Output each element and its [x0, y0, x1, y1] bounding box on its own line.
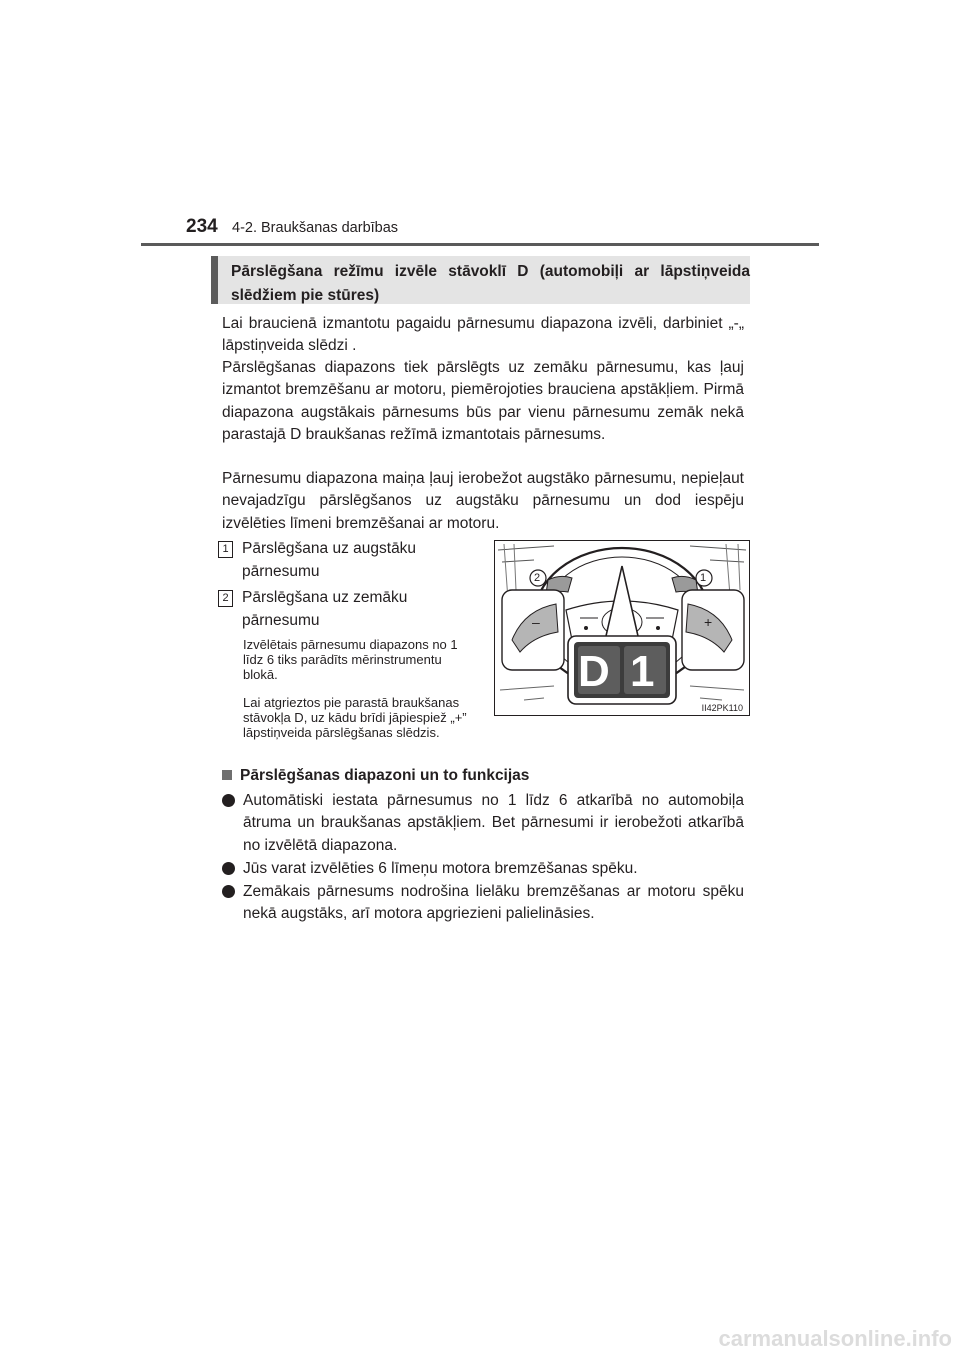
- topic-heading: Pārslēgšana režīmu izvēle stāvoklī D (automobiļi ar lāpstiņveida slēdžiem pie stūres): [211, 256, 750, 304]
- paragraph-range-shift: Pārslēgšanas diapazons tiek pārslēgts uz zemāku pārnesumu, kas ļauj izmantot bremzēšanu ar motoru, piemērojoties brauciena apstākļiem. Pirmā diapazona augstākais pārnesums būs par vienu pārnesumu zemāk nekā parastajā D braukšanas režīmā izmantotais pārnesums.: [222, 359, 744, 444]
- step-label: Pārslēgšana uz zemāku pārnesumu: [242, 589, 408, 629]
- watermark: carmanualsonline.info: [718, 1326, 952, 1351]
- list-item-text: Zemākais pārnesums nodrošina lielāku bremzēšanas ar motoru spēku nekā augstāks, arī motora apgriezieni palielināsies.: [243, 883, 744, 923]
- list-item-text: Automātiski iestata pārnesumus no 1 līdz 6 atkarībā no automobiļa ātruma un braukšanas apstākļiem. Bet pārnesumi ir ierobežoti atkarībā no izvēlētā diapazona.: [243, 792, 744, 854]
- paragraph-intro: Lai braucienā izmantotu pagaidu pārnesumu diapazona izvēli, darbiniet „-„ lāpstiņveida slēdzi .: [222, 315, 744, 355]
- note-return-to-d: Lai atgrieztos pie parastā braukšanas stāvokļa D, uz kādu brīdi jāpiespiež „+” lāpstiņveida pārslēgšanas slēdzis.: [243, 695, 467, 741]
- figure-code: II42PK110: [701, 703, 743, 713]
- step-number-badge: 2: [218, 590, 233, 607]
- note-gear-display: Izvēlētais pārnesumu diapazons no 1 līdz 6 tiks parādīts mērinstrumentu blokā.: [243, 637, 458, 683]
- header-rule: [141, 243, 819, 246]
- callout-label-1: 1: [700, 572, 707, 584]
- paragraph-range-change: Pārnesumu diapazona maiņa ļauj ierobežot augstāko pārnesumu, nepieļaut nevajadzīgu pārslēgšanos uz augstāku pārnesumu un dod iespēju izvēlēties līmeni bremzēšanai ar motoru.: [222, 470, 744, 532]
- gear-display-text: D 1: [578, 647, 659, 696]
- page-number: 234: [186, 216, 218, 237]
- subsection-title: Pārslēgšanas diapazoni un to funkcijas: [240, 767, 530, 784]
- paddle-minus-label: –: [532, 614, 540, 630]
- callout-label-2: 2: [534, 572, 541, 584]
- bullet-dot-icon: [222, 794, 235, 807]
- bullet-dot-icon: [222, 862, 235, 875]
- paddle-plus-label: +: [704, 614, 713, 630]
- subsection-heading: [222, 767, 529, 785]
- section-title: 4-2. Braukšanas darbības: [232, 220, 399, 236]
- step-label: Pārslēgšana uz augstāku pārnesumu: [242, 540, 417, 580]
- bullet-dot-icon: [222, 885, 235, 898]
- square-bullet-icon: [222, 770, 232, 780]
- step-number-badge: 1: [218, 541, 233, 558]
- paddle-shifter-figure: [494, 540, 750, 716]
- list-item-text: Jūs varat izvēlēties 6 līmeņu motora bremzēšanas spēku.: [243, 860, 638, 877]
